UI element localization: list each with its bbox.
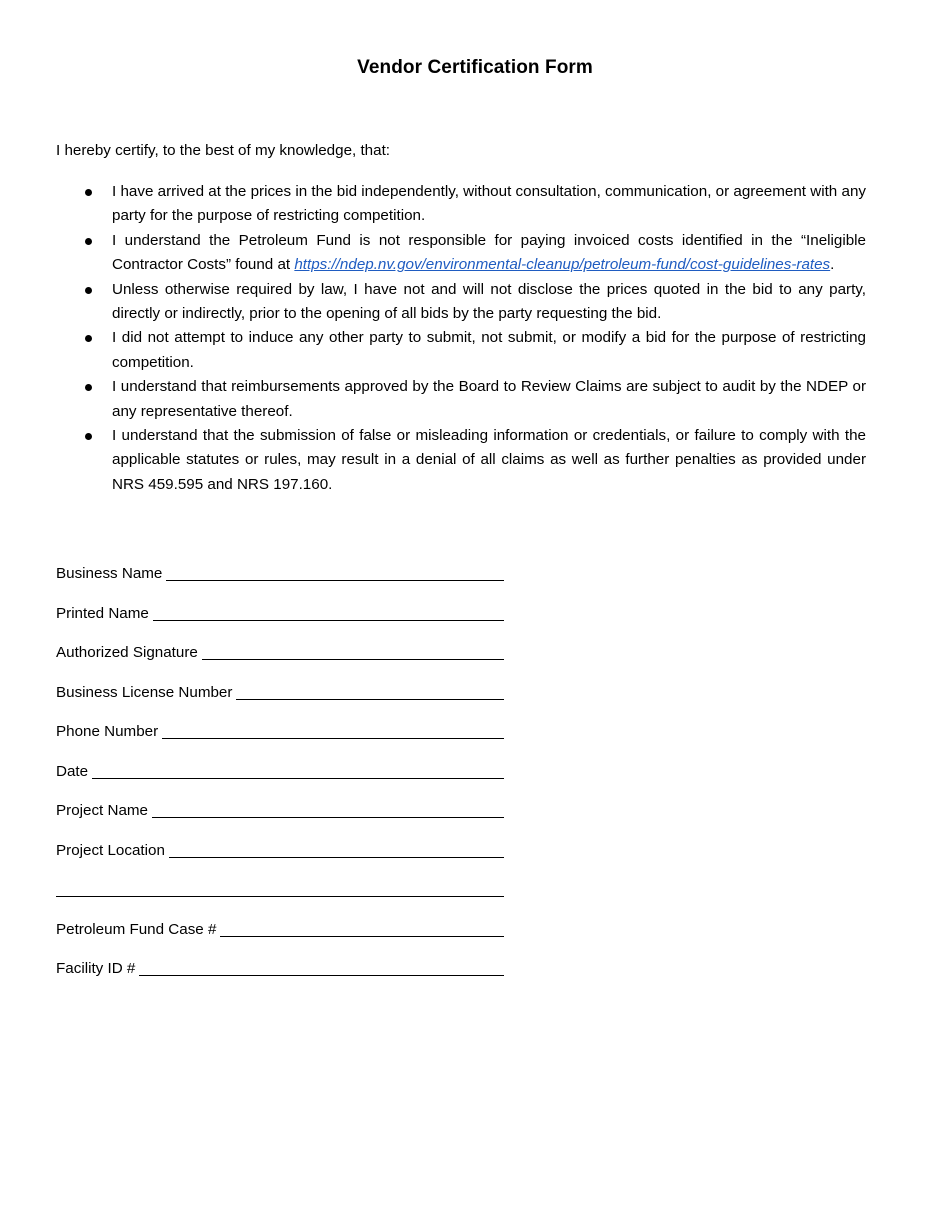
list-item bbox=[56, 326, 866, 375]
bullet-icon bbox=[85, 238, 92, 245]
business-name-field[interactable] bbox=[166, 562, 504, 581]
facility-id-field[interactable] bbox=[139, 957, 504, 976]
list-item-text: I have arrived at the prices in the bid independently, without consultation, communication, or agreement with any party for the purpose of restricting competition. bbox=[112, 183, 866, 225]
list-item bbox=[56, 424, 866, 497]
project-location-row bbox=[56, 837, 504, 861]
bullet-icon bbox=[85, 287, 92, 294]
list-item-text: Unless otherwise required by law, I have not and will not disclose the prices quoted in the bid to any party, directly or indirectly, prior to the opening of all bids by the party requesting the bid. bbox=[112, 280, 866, 323]
facility-id-label: Facility ID # bbox=[56, 960, 136, 977]
bullet-icon bbox=[85, 384, 92, 391]
date-label: Date bbox=[56, 762, 89, 780]
petroleum-fund-case-label: Petroleum Fund Case # bbox=[56, 920, 217, 938]
list-item bbox=[56, 278, 866, 327]
list-item-text: I understand the Petroleum Fund is not responsible for paying invoiced costs identified in the “Ineligible Contractor Costs” found at bbox=[112, 231, 866, 274]
authorized-signature-field[interactable] bbox=[202, 641, 504, 660]
bullet-icon bbox=[85, 189, 92, 196]
bullet-icon bbox=[85, 335, 92, 342]
list-item-text: I understand that the submission of false or misleading information or credentials, or failure to comply with the applicable statutes or rules, may result in a denial of all claims as well as further penalties as provided under NRS 459.595 and NRS 197.160. bbox=[112, 427, 866, 493]
printed-name-row bbox=[56, 600, 504, 624]
list-item bbox=[56, 375, 866, 424]
business-name-row bbox=[56, 560, 504, 584]
project-location-continuation-row bbox=[56, 876, 504, 900]
date-row bbox=[56, 758, 504, 782]
facility-id-row bbox=[56, 955, 504, 979]
intro-text: I hereby certify, to the best of my knowledge, that: bbox=[56, 142, 391, 159]
phone-number-row bbox=[56, 718, 504, 742]
petroleum-fund-case-field[interactable] bbox=[220, 918, 504, 937]
business-name-label: Business Name bbox=[56, 565, 163, 582]
business-license-number-label: Business License Number bbox=[56, 683, 233, 701]
certification-list bbox=[56, 180, 866, 497]
list-item bbox=[56, 180, 866, 229]
list-item-text: . bbox=[830, 256, 835, 274]
project-name-row bbox=[56, 797, 504, 821]
authorized-signature-row bbox=[56, 639, 504, 663]
page-title: Vendor Certification Form bbox=[357, 57, 593, 78]
printed-name-label: Printed Name bbox=[56, 604, 149, 622]
petroleum-fund-case-row bbox=[56, 916, 504, 940]
bullet-icon bbox=[85, 433, 92, 440]
printed-name-field[interactable] bbox=[153, 602, 504, 621]
business-license-number-field[interactable] bbox=[236, 681, 504, 700]
project-location-field[interactable] bbox=[169, 839, 504, 858]
authorized-signature-label: Authorized Signature bbox=[56, 644, 198, 661]
phone-number-label: Phone Number bbox=[56, 723, 159, 740]
list-item-text: I did not attempt to induce any other party to submit, not submit, or modify a bid for the purpose of restricting competition. bbox=[112, 329, 866, 371]
project-location-continuation-field[interactable] bbox=[56, 878, 504, 897]
business-license-number-row bbox=[56, 679, 504, 703]
project-name-label: Project Name bbox=[56, 802, 149, 819]
vendor-fields bbox=[56, 560, 504, 995]
list-item-text: I understand that reimbursements approved by the Board to Review Claims are subject to audit by the NDEP or any representative thereof. bbox=[112, 378, 866, 420]
phone-number-field[interactable] bbox=[162, 720, 504, 739]
date-field[interactable] bbox=[92, 760, 504, 779]
list-item bbox=[56, 229, 866, 278]
cost-guidelines-link[interactable]: https://ndep.nv.gov/environmental-cleanup/petroleum-fund/cost-guidelines-rates bbox=[294, 256, 831, 274]
project-name-field[interactable] bbox=[152, 799, 504, 818]
project-location-label: Project Location bbox=[56, 841, 165, 859]
